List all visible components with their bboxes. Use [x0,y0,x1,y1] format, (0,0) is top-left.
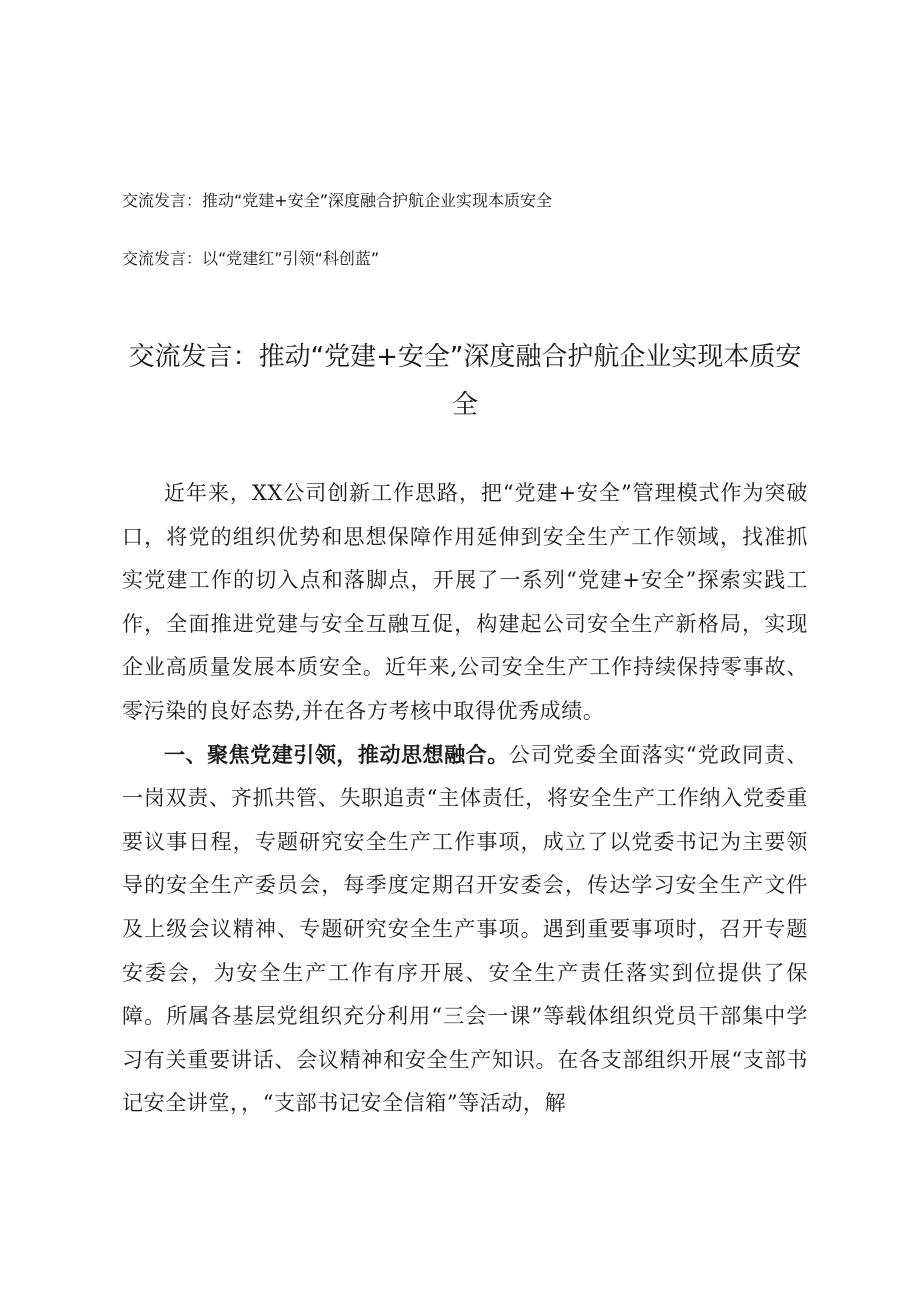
toc-item[interactable]: 交流发言：推动“党建+安全”深度融合护航企业实现本质安全 [122,191,552,210]
body-paragraph [122,472,808,734]
paragraph-text: 公司党委全面落实“党政同责、一岗双责、齐抓共管、失职追责“主体责任，将安全生产工作纳入党委重要议事日程，专题研究安全生产工作事项，成立了以党委书记为主要领导的安全生产委员会，每季度定期召开安委会，传达学习安全生产文件及上级会议精神、专题研究安全生产事项。遇到重要事项时，召开专题安委会，为安全生产工作有序开展、安全生产责任落实到位提供了保障。所属各基层党组织充分利用“三会一课”等载体组织党员干部集中学习有关重要讲话、会议精神和安全生产知识。在各支部组织开展“支部书记安全讲堂，，“支部书记安全信箱”等活动，解 [122,742,808,1116]
body-paragraph [122,734,808,1126]
table-of-contents [122,189,822,271]
paragraph-lead: 一、聚焦党建引领，推动思想融合。 [164,742,509,767]
toc-item[interactable]: 交流发言：以“党建红”引领“科创蓝” [122,249,380,268]
document-title: 交流发言：推动“党建+安全”深度融合护航企业实现本质安全 [128,342,802,420]
paragraph-text: 近年来，XX公司创新工作思路，把“党建+安全”管理模式作为突破口，将党的组织优势和思想保障作用延伸到安全生产工作领域，找准抓实党建工作的切入点和落脚点，开展了一系列“党建+安全”探索实践工作，全面推进党建与安全互融互促，构建起公司安全生产新格局，实现企业高质量发展本质安全。近年来,公司安全生产工作持续保持零事故、零污染的良好态势,并在各方考核中取得优秀成绩。 [122,481,808,723]
document-body [122,472,808,1126]
